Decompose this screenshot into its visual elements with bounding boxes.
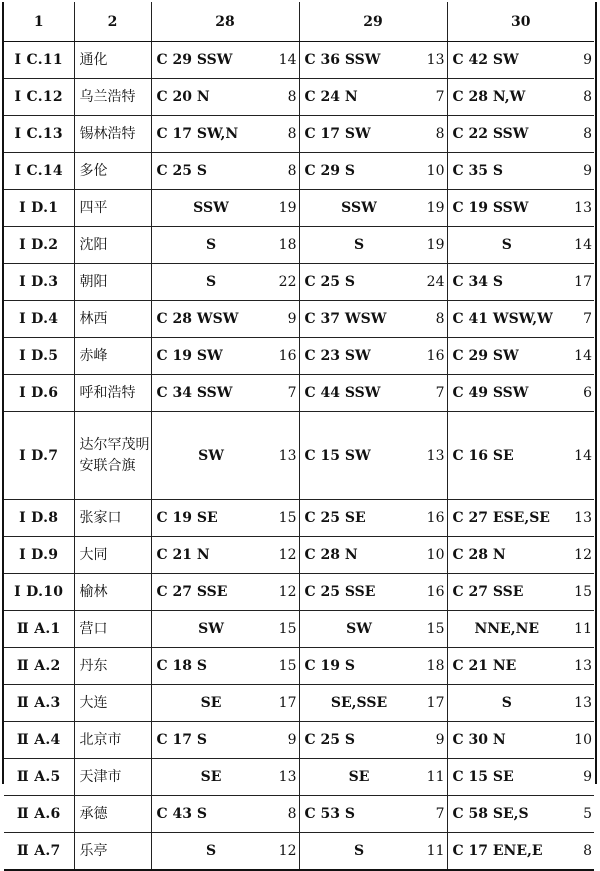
station-code: Ⅱ A.4 <box>4 722 74 759</box>
cell-c28 <box>151 301 299 338</box>
cell-c30 <box>447 833 594 871</box>
frequency-value: 10 <box>426 163 445 179</box>
station-code: Ⅱ A.1 <box>4 611 74 648</box>
wind-direction-text: C 58 SE,S <box>452 806 529 822</box>
table-row <box>4 500 594 537</box>
cell-c29 <box>299 42 447 79</box>
wind-direction-text: NNE,NE <box>474 621 540 637</box>
frequency-value: 16 <box>426 348 445 364</box>
table-row <box>4 227 594 264</box>
frequency-value: 7 <box>435 385 445 401</box>
station-code: Ⅱ A.7 <box>4 833 74 871</box>
cell-c28 <box>151 338 299 375</box>
wind-direction-text: C 24 N <box>304 89 358 105</box>
frequency-value: 17 <box>278 695 297 711</box>
cell-c29 <box>299 227 447 264</box>
cell-c29 <box>299 500 447 537</box>
station-code: I D.4 <box>4 301 74 338</box>
frequency-value: 13 <box>574 658 592 674</box>
wind-direction-text: C 22 SSW <box>452 126 529 142</box>
frequency-value: 8 <box>287 89 297 105</box>
frequency-value: 12 <box>574 547 592 563</box>
header-col-29: 29 <box>299 2 447 42</box>
frequency-value: 8 <box>287 126 297 142</box>
table-row <box>4 833 594 871</box>
cell-c28 <box>151 574 299 611</box>
wind-direction-text: C 25 S <box>304 274 355 290</box>
cell-c28 <box>151 375 299 412</box>
cell-c28 <box>151 500 299 537</box>
frequency-value: 8 <box>583 126 592 142</box>
wind-direction-text: C 29 SSW <box>156 52 233 68</box>
wind-direction-text: C 28 N,W <box>452 89 526 105</box>
cell-c29 <box>299 412 447 500</box>
frequency-value: 15 <box>278 658 297 674</box>
frequency-value: 12 <box>278 584 297 600</box>
station-code: I D.3 <box>4 264 74 301</box>
station-name: 张家口 <box>74 500 151 537</box>
frequency-value: 15 <box>574 584 592 600</box>
table-row <box>4 574 594 611</box>
cell-c30 <box>447 338 594 375</box>
wind-direction-text: S <box>501 237 512 253</box>
frequency-value: 5 <box>583 806 592 822</box>
station-code: I C.13 <box>4 116 74 153</box>
cell-c29 <box>299 301 447 338</box>
frequency-value: 9 <box>435 732 445 748</box>
frequency-value: 8 <box>287 806 297 822</box>
station-name: 北京市 <box>74 722 151 759</box>
frequency-value: 18 <box>278 237 297 253</box>
frequency-value: 9 <box>287 732 297 748</box>
frequency-value: 19 <box>278 200 297 216</box>
cell-c30 <box>447 648 594 685</box>
wind-direction-text: S <box>501 695 512 711</box>
cell-c28 <box>151 685 299 722</box>
station-code: I D.6 <box>4 375 74 412</box>
cell-c29 <box>299 611 447 648</box>
frequency-value: 15 <box>426 621 445 637</box>
station-code: I D.8 <box>4 500 74 537</box>
station-code: I D.7 <box>4 412 74 500</box>
station-name: 天津市 <box>74 759 151 796</box>
header-col-2: 2 <box>74 2 151 42</box>
frequency-value: 6 <box>583 385 592 401</box>
frequency-value: 13 <box>426 447 445 464</box>
cell-c28 <box>151 611 299 648</box>
station-name: 通化 <box>74 42 151 79</box>
frequency-value: 22 <box>278 274 297 290</box>
cell-c30 <box>447 264 594 301</box>
station-name: 赤峰 <box>74 338 151 375</box>
cell-c29 <box>299 574 447 611</box>
frequency-value: 7 <box>287 385 297 401</box>
wind-direction-text: SE,SSE <box>330 695 388 711</box>
table-row <box>4 301 594 338</box>
wind-direction-text: C 19 S <box>304 658 355 674</box>
station-code: Ⅱ A.6 <box>4 796 74 833</box>
wind-direction-text: SE <box>200 769 222 785</box>
wind-direction-text: SW <box>198 621 224 637</box>
frequency-value: 11 <box>426 769 445 785</box>
cell-c30 <box>447 79 594 116</box>
frequency-value: 13 <box>574 510 592 526</box>
cell-c29 <box>299 375 447 412</box>
cell-c28 <box>151 190 299 227</box>
table-row <box>4 264 594 301</box>
frequency-value: 14 <box>574 237 592 253</box>
frequency-value: 24 <box>426 274 445 290</box>
cell-c30 <box>447 574 594 611</box>
frequency-value: 13 <box>426 52 445 68</box>
cell-c28 <box>151 833 299 871</box>
station-code: I D.5 <box>4 338 74 375</box>
wind-direction-text: SSW <box>193 200 229 216</box>
wind-direction-text: C 17 S <box>156 732 207 748</box>
wind-direction-text: C 34 SSW <box>156 385 233 401</box>
wind-direction-text: C 17 SW <box>304 126 371 142</box>
wind-direction-text: S <box>353 843 365 859</box>
frequency-value: 16 <box>426 510 445 526</box>
cell-c29 <box>299 537 447 574</box>
cell-c28 <box>151 227 299 264</box>
wind-data-table-container <box>2 2 597 859</box>
wind-data-table <box>4 2 594 871</box>
frequency-value: 14 <box>574 348 592 364</box>
wind-direction-text: SW <box>198 447 224 464</box>
wind-direction-text: C 23 SW <box>304 348 371 364</box>
wind-direction-text: C 25 SSE <box>304 584 376 600</box>
wind-direction-text: C 15 SE <box>452 769 514 785</box>
cell-c29 <box>299 759 447 796</box>
table-row <box>4 685 594 722</box>
wind-direction-text: S <box>205 274 217 290</box>
station-name: 大同 <box>74 537 151 574</box>
frequency-value: 9 <box>287 311 297 327</box>
wind-direction-text: C 21 NE <box>452 658 517 674</box>
station-code: Ⅱ A.3 <box>4 685 74 722</box>
frequency-value: 17 <box>426 695 445 711</box>
cell-c30 <box>447 153 594 190</box>
frequency-value: 8 <box>583 89 592 105</box>
frequency-value: 15 <box>278 621 297 637</box>
wind-direction-text: C 16 SE <box>452 447 514 464</box>
header-col-30: 30 <box>447 2 594 42</box>
wind-direction-text: C 17 SW,N <box>156 126 239 142</box>
cell-c30 <box>447 500 594 537</box>
station-code: I D.9 <box>4 537 74 574</box>
cell-c28 <box>151 264 299 301</box>
frequency-value: 10 <box>574 732 592 748</box>
cell-c28 <box>151 722 299 759</box>
wind-direction-text: C 28 N <box>452 547 506 563</box>
cell-c30 <box>447 759 594 796</box>
wind-direction-text: C 19 SSW <box>452 200 529 216</box>
frequency-value: 7 <box>435 89 445 105</box>
wind-direction-text: C 27 SSE <box>156 584 228 600</box>
wind-direction-text: C 19 SE <box>156 510 218 526</box>
frequency-value: 9 <box>583 163 592 179</box>
table-row <box>4 338 594 375</box>
cell-c29 <box>299 722 447 759</box>
frequency-value: 17 <box>574 274 592 290</box>
cell-c30 <box>447 722 594 759</box>
station-name: 锡林浩特 <box>74 116 151 153</box>
cell-c28 <box>151 412 299 500</box>
cell-c30 <box>447 190 594 227</box>
wind-direction-text: C 25 S <box>156 163 207 179</box>
frequency-value: 13 <box>278 769 297 785</box>
cell-c29 <box>299 153 447 190</box>
frequency-value: 14 <box>574 447 592 464</box>
wind-direction-text: C 53 S <box>304 806 355 822</box>
station-name: 沈阳 <box>74 227 151 264</box>
cell-c28 <box>151 796 299 833</box>
cell-c28 <box>151 153 299 190</box>
station-code: I D.10 <box>4 574 74 611</box>
cell-c28 <box>151 759 299 796</box>
table-row <box>4 79 594 116</box>
wind-direction-text: C 44 SSW <box>304 385 381 401</box>
cell-c29 <box>299 648 447 685</box>
station-name: 林西 <box>74 301 151 338</box>
cell-c29 <box>299 116 447 153</box>
wind-direction-text: C 30 N <box>452 732 506 748</box>
table-row <box>4 375 594 412</box>
cell-c30 <box>447 412 594 500</box>
table-row <box>4 153 594 190</box>
wind-direction-text: C 28 WSW <box>156 311 239 327</box>
wind-direction-text: SW <box>346 621 372 637</box>
frequency-value: 15 <box>278 510 297 526</box>
station-code: I C.14 <box>4 153 74 190</box>
wind-direction-text: C 29 SW <box>452 348 519 364</box>
cell-c30 <box>447 685 594 722</box>
header-col-28: 28 <box>151 2 299 42</box>
frequency-value: 16 <box>278 348 297 364</box>
wind-direction-text: C 34 S <box>452 274 503 290</box>
cell-c28 <box>151 42 299 79</box>
cell-c28 <box>151 537 299 574</box>
frequency-value: 10 <box>426 547 445 563</box>
cell-c29 <box>299 190 447 227</box>
table-row <box>4 42 594 79</box>
station-code: I C.12 <box>4 79 74 116</box>
wind-direction-text: SE <box>200 695 222 711</box>
frequency-value: 16 <box>426 584 445 600</box>
wind-direction-text: C 28 N <box>304 547 358 563</box>
header-row <box>4 2 594 42</box>
frequency-value: 11 <box>426 843 445 859</box>
cell-c30 <box>447 227 594 264</box>
cell-c28 <box>151 79 299 116</box>
frequency-value: 18 <box>426 658 445 674</box>
frequency-value: 11 <box>574 621 592 637</box>
wind-direction-text: C 25 S <box>304 732 355 748</box>
frequency-value: 13 <box>574 200 592 216</box>
station-name: 朝阳 <box>74 264 151 301</box>
wind-direction-text: C 49 SSW <box>452 385 529 401</box>
frequency-value: 19 <box>426 200 445 216</box>
frequency-value: 12 <box>278 843 297 859</box>
cell-c30 <box>447 116 594 153</box>
cell-c30 <box>447 796 594 833</box>
cell-c29 <box>299 338 447 375</box>
table-row <box>4 537 594 574</box>
table-row <box>4 796 594 833</box>
wind-direction-text: C 42 SW <box>452 52 519 68</box>
table-row <box>4 116 594 153</box>
wind-direction-text: C 43 S <box>156 806 207 822</box>
station-name: 营口 <box>74 611 151 648</box>
cell-c30 <box>447 537 594 574</box>
wind-direction-text: C 20 N <box>156 89 210 105</box>
cell-c29 <box>299 264 447 301</box>
frequency-value: 7 <box>435 806 445 822</box>
cell-c29 <box>299 79 447 116</box>
wind-direction-text: SSW <box>341 200 377 216</box>
station-name: 丹东 <box>74 648 151 685</box>
wind-direction-text: SE <box>348 769 370 785</box>
cell-c28 <box>151 116 299 153</box>
wind-direction-text: C 41 WSW,W <box>452 311 553 327</box>
table-body <box>4 2 594 870</box>
wind-direction-text: C 18 S <box>156 658 207 674</box>
station-name: 承德 <box>74 796 151 833</box>
station-code: I D.2 <box>4 227 74 264</box>
frequency-value: 13 <box>278 447 297 464</box>
wind-direction-text: S <box>205 843 217 859</box>
frequency-value: 8 <box>435 311 445 327</box>
cell-c29 <box>299 833 447 871</box>
table-row <box>4 190 594 227</box>
station-code: I D.1 <box>4 190 74 227</box>
frequency-value: 12 <box>278 547 297 563</box>
wind-direction-text: S <box>353 237 365 253</box>
station-code: I C.11 <box>4 42 74 79</box>
frequency-value: 7 <box>583 311 592 327</box>
station-code: Ⅱ A.2 <box>4 648 74 685</box>
station-code: Ⅱ A.5 <box>4 759 74 796</box>
cell-c29 <box>299 796 447 833</box>
wind-direction-text: C 25 SE <box>304 510 366 526</box>
frequency-value: 8 <box>287 163 297 179</box>
frequency-value: 8 <box>435 126 445 142</box>
wind-direction-text: S <box>205 237 217 253</box>
frequency-value: 8 <box>583 843 592 859</box>
station-name: 乌兰浩特 <box>74 79 151 116</box>
frequency-value: 9 <box>583 769 592 785</box>
header-col-1: 1 <box>4 2 74 42</box>
cell-c30 <box>447 611 594 648</box>
wind-direction-text: C 21 N <box>156 547 210 563</box>
table-row <box>4 412 594 500</box>
cell-c30 <box>447 42 594 79</box>
station-name: 达尔罕茂明安联合旗 <box>74 412 151 500</box>
wind-direction-text: C 19 SW <box>156 348 223 364</box>
station-name: 四平 <box>74 190 151 227</box>
wind-direction-text: C 36 SSW <box>304 52 381 68</box>
frequency-value: 19 <box>426 237 445 253</box>
table-row <box>4 759 594 796</box>
table-row <box>4 648 594 685</box>
station-name: 乐亭 <box>74 833 151 871</box>
frequency-value: 14 <box>278 52 297 68</box>
wind-direction-text: C 29 S <box>304 163 355 179</box>
cell-c28 <box>151 648 299 685</box>
wind-direction-text: C 37 WSW <box>304 311 387 327</box>
wind-direction-text: C 15 SW <box>304 447 371 464</box>
wind-direction-text: C 35 S <box>452 163 503 179</box>
table-row <box>4 722 594 759</box>
station-name: 大连 <box>74 685 151 722</box>
frequency-value: 9 <box>583 52 592 68</box>
table-row <box>4 611 594 648</box>
wind-direction-text: C 27 SSE <box>452 584 524 600</box>
cell-c30 <box>447 375 594 412</box>
wind-direction-text: C 27 ESE,SE <box>452 510 550 526</box>
cell-c29 <box>299 685 447 722</box>
cell-c30 <box>447 301 594 338</box>
station-name: 呼和浩特 <box>74 375 151 412</box>
station-name: 多伦 <box>74 153 151 190</box>
wind-direction-text: C 17 ENE,E <box>452 843 543 859</box>
frequency-value: 13 <box>574 695 592 711</box>
station-name: 榆林 <box>74 574 151 611</box>
